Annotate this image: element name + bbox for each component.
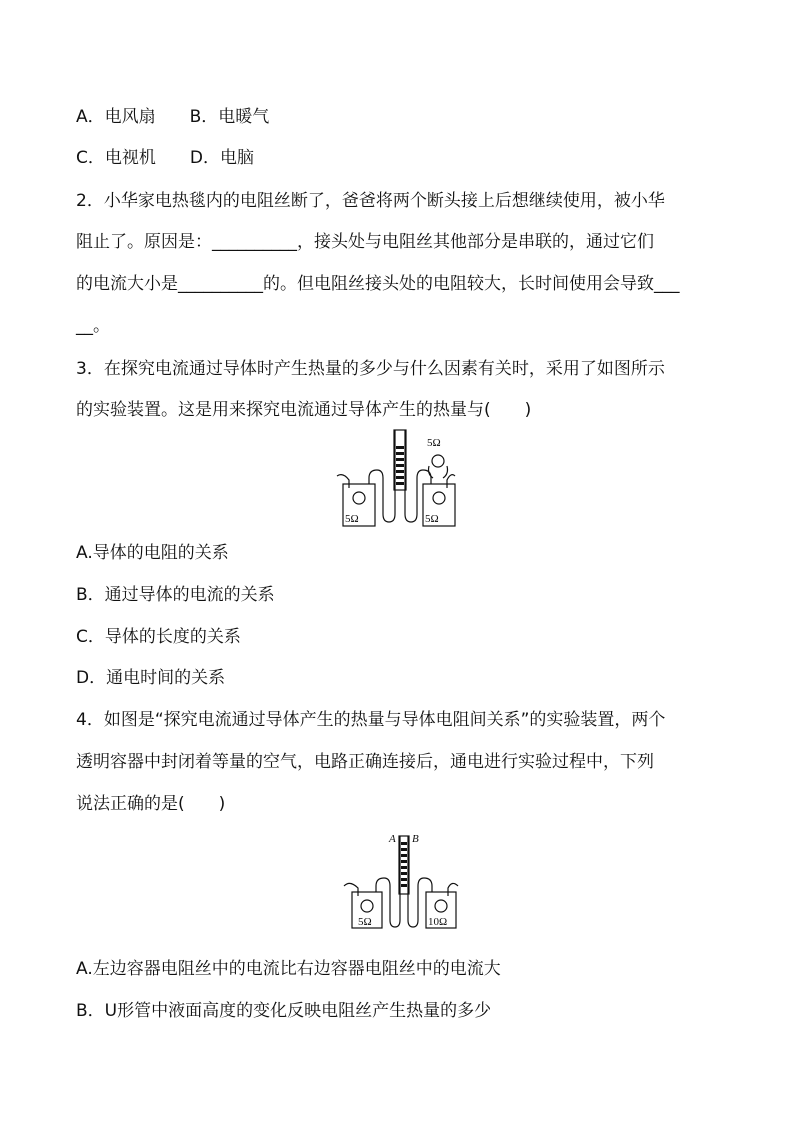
option-line-1-cd: C．电视机 D．电脑 [76,148,254,168]
question-4-line-1: 4．如图是“探究电流通过导体产生的热量与导体电阻间关系”的实验装置，两个 [76,710,666,730]
figure-2-left-label: 5Ω [358,916,372,928]
figure-2-label-b: B [412,833,419,845]
question-4-line-2: 透明容器中封闭着等量的空气，电路正确连接后，通电进行实验过程中，下列 [76,752,654,772]
figure-1-right-label: 5Ω [425,513,439,525]
question-2-line-4: __。 [76,316,110,336]
figure-1-left-label: 5Ω [345,513,359,525]
question-3-option-a: A.导体的电阻的关系 [76,543,229,563]
question-2-line-1: 2．小华家电热毯内的电阻丝断了，爸爸将两个断头接上后想继续使用，被小华 [76,191,665,211]
figure-1-apparatus [335,428,460,530]
question-3-option-d: D．通电时间的关系 [76,668,226,688]
question-3-option-c: C．导体的长度的关系 [76,627,241,647]
question-4-option-a: A.左边容器电阻丝中的电流比右边容器电阻丝中的电流大 [76,959,501,979]
question-3-line-1: 3．在探究电流通过导体时产生热量的多少与什么因素有关时，采用了如图所示 [76,359,665,379]
question-2-line-3: 的电流大小是__________的。但电阻丝接头处的电阻较大，长时间使用会导致___ [76,274,680,294]
figure-2-apparatus [340,830,462,932]
figure-2-right-label: 10Ω [428,916,448,928]
figure-1-parallel-label: 5Ω [427,437,441,449]
figure-1-svg [335,428,460,530]
figure-2-svg [340,830,462,932]
question-3-line-2: 的实验装置。这是用来探究电流通过导体产生的热量与( ) [76,400,532,420]
question-3-option-b: B．通过导体的电流的关系 [76,585,275,605]
question-2-line-2: 阻止了。原因是：__________，接头处与电阻丝其他部分是串联的，通过它们 [76,232,654,252]
question-4-option-b: B．U形管中液面高度的变化反映电阻丝产生热量的多少 [76,1001,492,1021]
figure-2-label-a: A [389,833,396,845]
question-4-line-3: 说法正确的是( ) [76,794,226,814]
option-line-1-ab: A．电风扇 B．电暖气 [76,107,270,127]
